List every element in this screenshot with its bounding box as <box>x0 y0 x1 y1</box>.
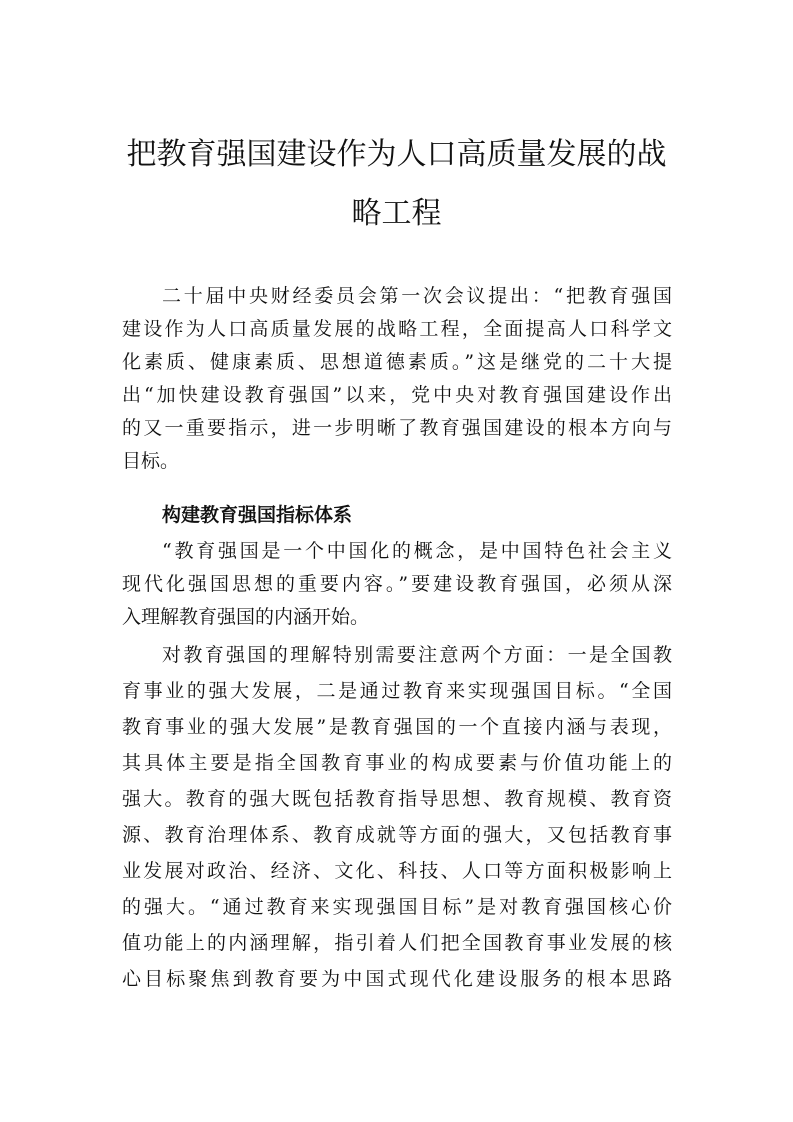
paragraph-1-line-6: 目标。 <box>122 450 180 472</box>
paragraph-1-line-5: 的又一重要指示，进一步明晰了教育强国建设的根本方向与 <box>122 417 672 439</box>
paragraph-1-line-2: 建设作为人口高质量发展的战略工程，全面提高人口科学文 <box>122 318 672 340</box>
document-title-line-2: 略工程 <box>351 196 442 231</box>
paragraph-1-line-3: 化素质、健康素质、思想道德素质。”这是继党的二十大提 <box>122 351 672 373</box>
paragraph-2-line-1: “教育强国是一个中国化的概念，是中国特色社会主义 <box>162 540 672 562</box>
document-title-line-1: 把教育强国建设作为人口高质量发展的战 <box>126 137 667 172</box>
paragraph-1-line-4: 出“加快建设教育强国”以来，党中央对教育强国建设作出 <box>122 384 672 406</box>
section-heading: 构建教育强国指标体系 <box>162 504 353 526</box>
paragraph-3-line-1: 对教育强国的理解特别需要注意两个方面：一是全国教 <box>162 644 672 666</box>
paragraph-3-line-10: 心目标聚焦到教育要为中国式现代化建设服务的根本思路 <box>122 968 672 990</box>
paragraph-3-line-4: 其具体主要是指全国教育事业的构成要素与价值功能上的 <box>122 752 672 774</box>
paragraph-3-line-5: 强大。教育的强大既包括教育指导思想、教育规模、教育资 <box>122 788 672 810</box>
paragraph-2-line-2: 现代化强国思想的重要内容。”要建设教育强国，必须从深 <box>122 573 672 595</box>
paragraph-2-line-3: 入理解教育强国的内涵开始。 <box>122 606 370 628</box>
paragraph-3-line-8: 的强大。“通过教育来实现强国目标”是对教育强国核心价 <box>122 896 672 918</box>
paragraph-3-line-2: 育事业的强大发展，二是通过教育来实现强国目标。“全国 <box>122 680 672 702</box>
paragraph-3-line-6: 源、教育治理体系、教育成就等方面的强大，又包括教育事 <box>122 824 672 846</box>
paragraph-3-line-3: 教育事业的强大发展”是教育强国的一个直接内涵与表现， <box>122 716 672 738</box>
paragraph-1-line-1: 二十届中央财经委员会第一次会议提出：“把教育强国 <box>162 285 672 307</box>
paragraph-3-line-9: 值功能上的内涵理解，指引着人们把全国教育事业发展的核 <box>122 932 672 954</box>
paragraph-3-line-7: 业发展对政治、经济、文化、科技、人口等方面积极影响上 <box>122 860 672 882</box>
